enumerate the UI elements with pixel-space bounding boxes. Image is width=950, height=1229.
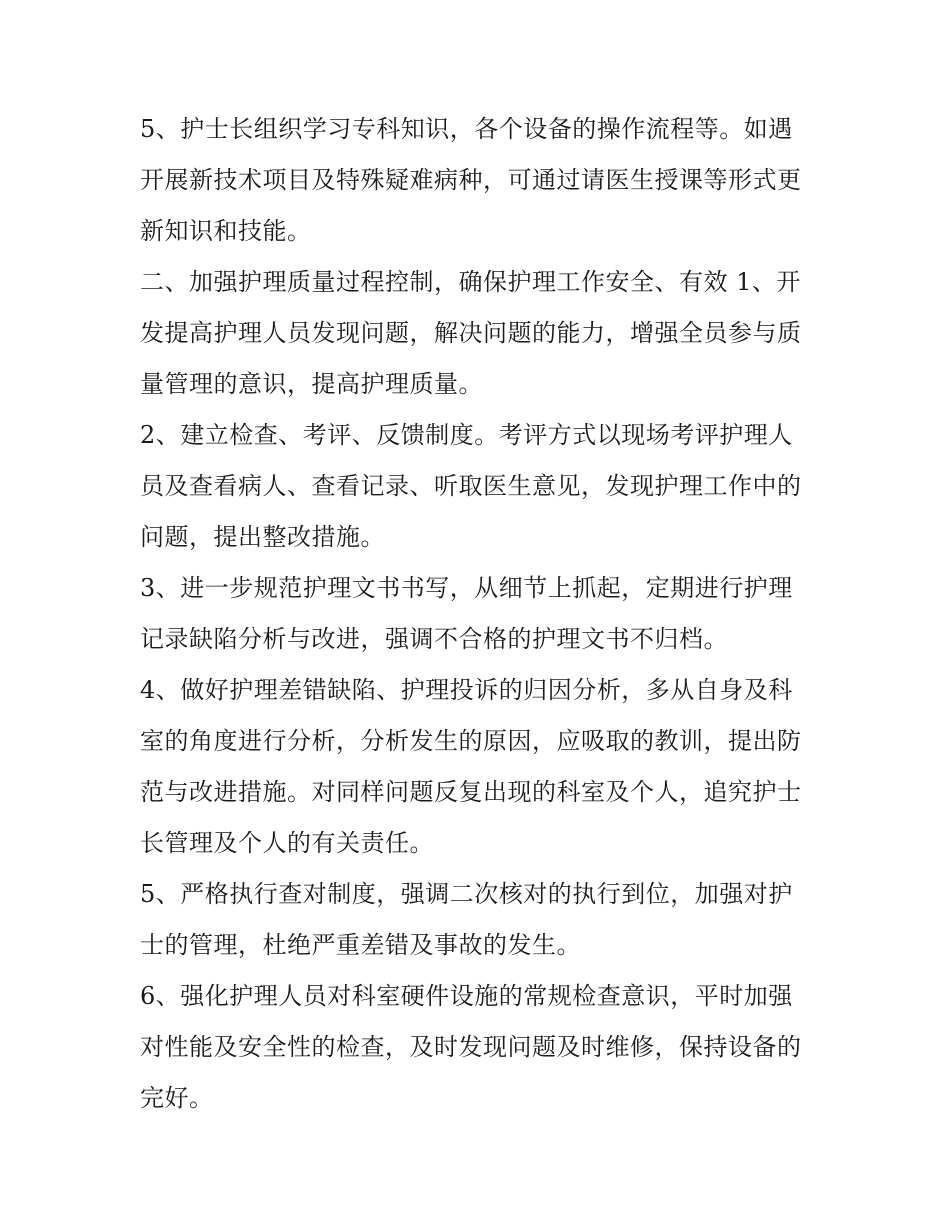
- paragraph-7: 6、强化护理人员对科室硬件设施的常规检查意识，平时加强对性能及安全性的检查，及时发现问题及时维修，保持设备的完好。: [140, 982, 802, 1112]
- paragraph-4: 3、进一步规范护理文书书写，从细节上抓起，定期进行护理记录缺陷分析与改进，强调不合格的护理文书不归档。: [140, 574, 793, 653]
- paragraph-1: 5、护士长组织学习专科知识，各个设备的操作流程等。如遇开展新技术项目及特殊疑难病种，可通过请医生授课等形式更新知识和技能。: [140, 115, 802, 245]
- paragraph-6: 5、严格执行查对制度，强调二次核对的执行到位，加强对护士的管理，杜绝严重差错及事故的发生。: [140, 880, 793, 959]
- paragraph-2: 二、加强护理质量过程控制，确保护理工作安全、有效 1、开发提高护理人员发现问题，解决问题的能力，增强全员参与质量管理的意识，提高护理质量。: [140, 268, 802, 398]
- paragraph-5: 4、做好护理差错缺陷、护理投诉的归因分析，多从自身及科室的角度进行分析，分析发生的原因，应吸取的教训，提出防范与改进措施。对同样问题反复出现的科室及个人，追究护士长管理及个人的有关责任。: [140, 676, 802, 857]
- document-body: [140, 104, 816, 1124]
- paragraph-3: 2、建立检查、考评、反馈制度。考评方式以现场考评护理人员及查看病人、查看记录、听取医生意见，发现护理工作中的问题，提出整改措施。: [140, 421, 802, 551]
